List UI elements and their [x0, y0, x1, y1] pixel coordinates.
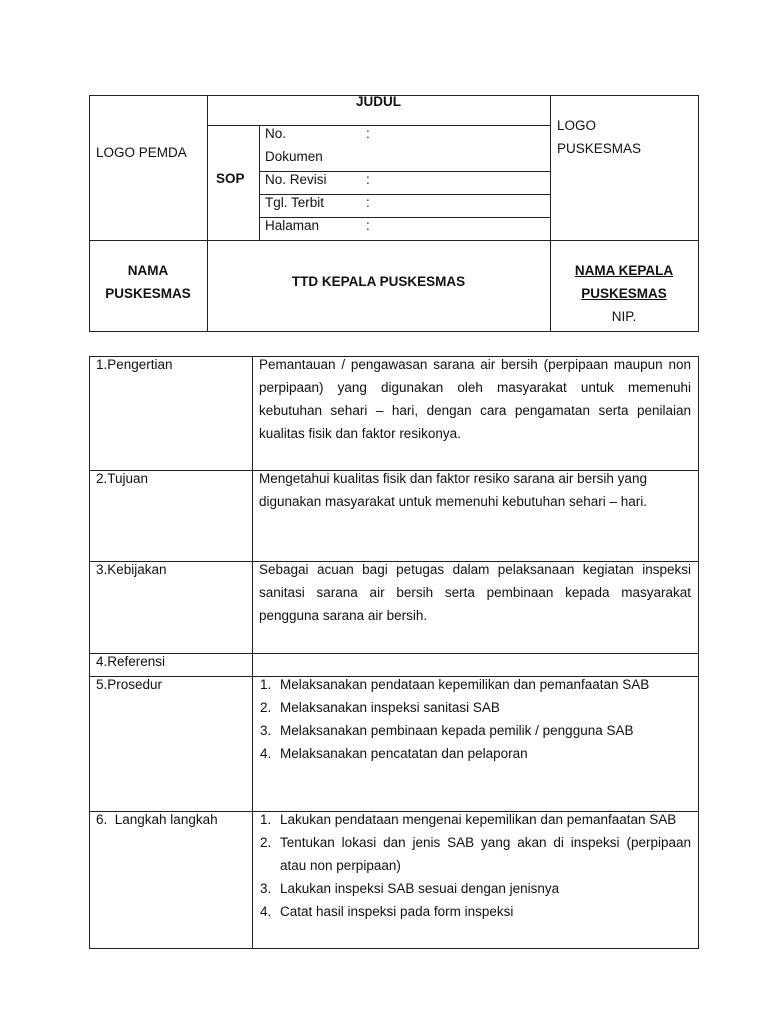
item-number: 1. [260, 812, 272, 827]
field-revisi-label: No. Revisi [265, 172, 327, 187]
list-item [260, 831, 691, 877]
label-tujuan: 2.Tujuan [96, 471, 149, 486]
field-terbit-sep: : [366, 195, 370, 210]
list-item [260, 696, 691, 719]
item-number: 4. [260, 904, 272, 919]
judul-title: JUDUL [355, 94, 401, 109]
nama-puskesmas-line2: PUSKESMAS [105, 286, 191, 301]
text-pengertian: Pemantauan / pengawasan sarana air bersih (perpipaan maupun non perpipaan) yang digunakan oleh masyarakat untuk memenuhi kebutuhan sehari – hari, dengan cara pengamatan serta penilaian kualitas fisik dan faktor resikonya. [259, 357, 691, 441]
ttd-kepala-puskesmas: TTD KEPALA PUSKESMAS [291, 274, 466, 289]
field-halaman-sep: : [366, 218, 370, 233]
field-no-label: No. [265, 126, 287, 141]
label-prosedur: 5.Prosedur [96, 677, 163, 692]
item-text: Melaksanakan inspeksi sanitasi SAB [280, 700, 500, 715]
logo-pemda: LOGO PEMDA [96, 145, 187, 160]
item-text: Catat hasil inspeksi pada form inspeksi [280, 904, 514, 919]
field-halaman-label: Halaman [265, 218, 320, 233]
list-item [260, 719, 691, 742]
logo-puskesmas-line2: PUSKESMAS [557, 141, 642, 156]
field-no-sep: : [366, 126, 370, 141]
field-terbit-label: Tgl. Terbit [265, 195, 325, 210]
item-number: 1. [260, 677, 272, 692]
list-item [260, 808, 691, 831]
field-revisi-sep: : [366, 172, 370, 187]
text-tujuan: Mengetahui kualitas fisik dan faktor resiko sarana air bersih yang digunakan masyarakat untuk memenuhi kebutuhan sehari – hari. [259, 471, 647, 509]
label-pengertian: 1.Pengertian [96, 357, 173, 372]
item-text: Melaksanakan pencatatan dan pelaporan [280, 746, 528, 761]
list-item [260, 742, 691, 765]
item-text: Melaksanakan pendataan kepemilikan dan pemanfaatan SAB [280, 677, 650, 692]
langkah-list [260, 808, 691, 923]
text-kebijakan: Sebagai acuan bagi petugas dalam pelaksanaan kegiatan inspeksi sanitasi sarana air bersih serta pembinaan kepada masyarakat pengguna sarana air bersih. [259, 562, 691, 623]
item-number: 4. [260, 746, 272, 761]
item-text: Tentukan lokasi dan jenis SAB yang akan di inspeksi (perpipaan atau non perpipaan) [280, 835, 691, 873]
logo-puskesmas-line1: LOGO [557, 118, 597, 133]
prosedur-list [260, 673, 691, 765]
list-item [260, 673, 691, 696]
nama-kepala-line2: PUSKESMAS [581, 286, 667, 301]
label-referensi: 4.Referensi [96, 654, 166, 669]
nama-kepala-line1: NAMA KEPALA [574, 263, 674, 278]
item-number: 2. [260, 700, 272, 715]
item-text: Melaksanakan pembinaan kepada pemilik / pengguna SAB [280, 723, 634, 738]
field-dokumen-label: Dokumen [265, 149, 323, 164]
nip-label: NIP. [611, 309, 637, 324]
label-kebijakan: 3.Kebijakan [96, 562, 167, 577]
item-number: 2. [260, 835, 272, 850]
sop-label: SOP [216, 171, 245, 186]
item-number: 3. [260, 881, 272, 896]
list-item [260, 900, 691, 923]
item-text: Lakukan pendataan mengenai kepemilikan dan pemanfaatan SAB [280, 812, 677, 827]
label-langkah: 6. Langkah langkah [96, 812, 218, 827]
list-item [260, 877, 691, 900]
nama-puskesmas-line1: NAMA [127, 263, 169, 278]
item-number: 3. [260, 723, 272, 738]
item-text: Lakukan inspeksi SAB sesuai dengan jenisnya [280, 881, 560, 896]
